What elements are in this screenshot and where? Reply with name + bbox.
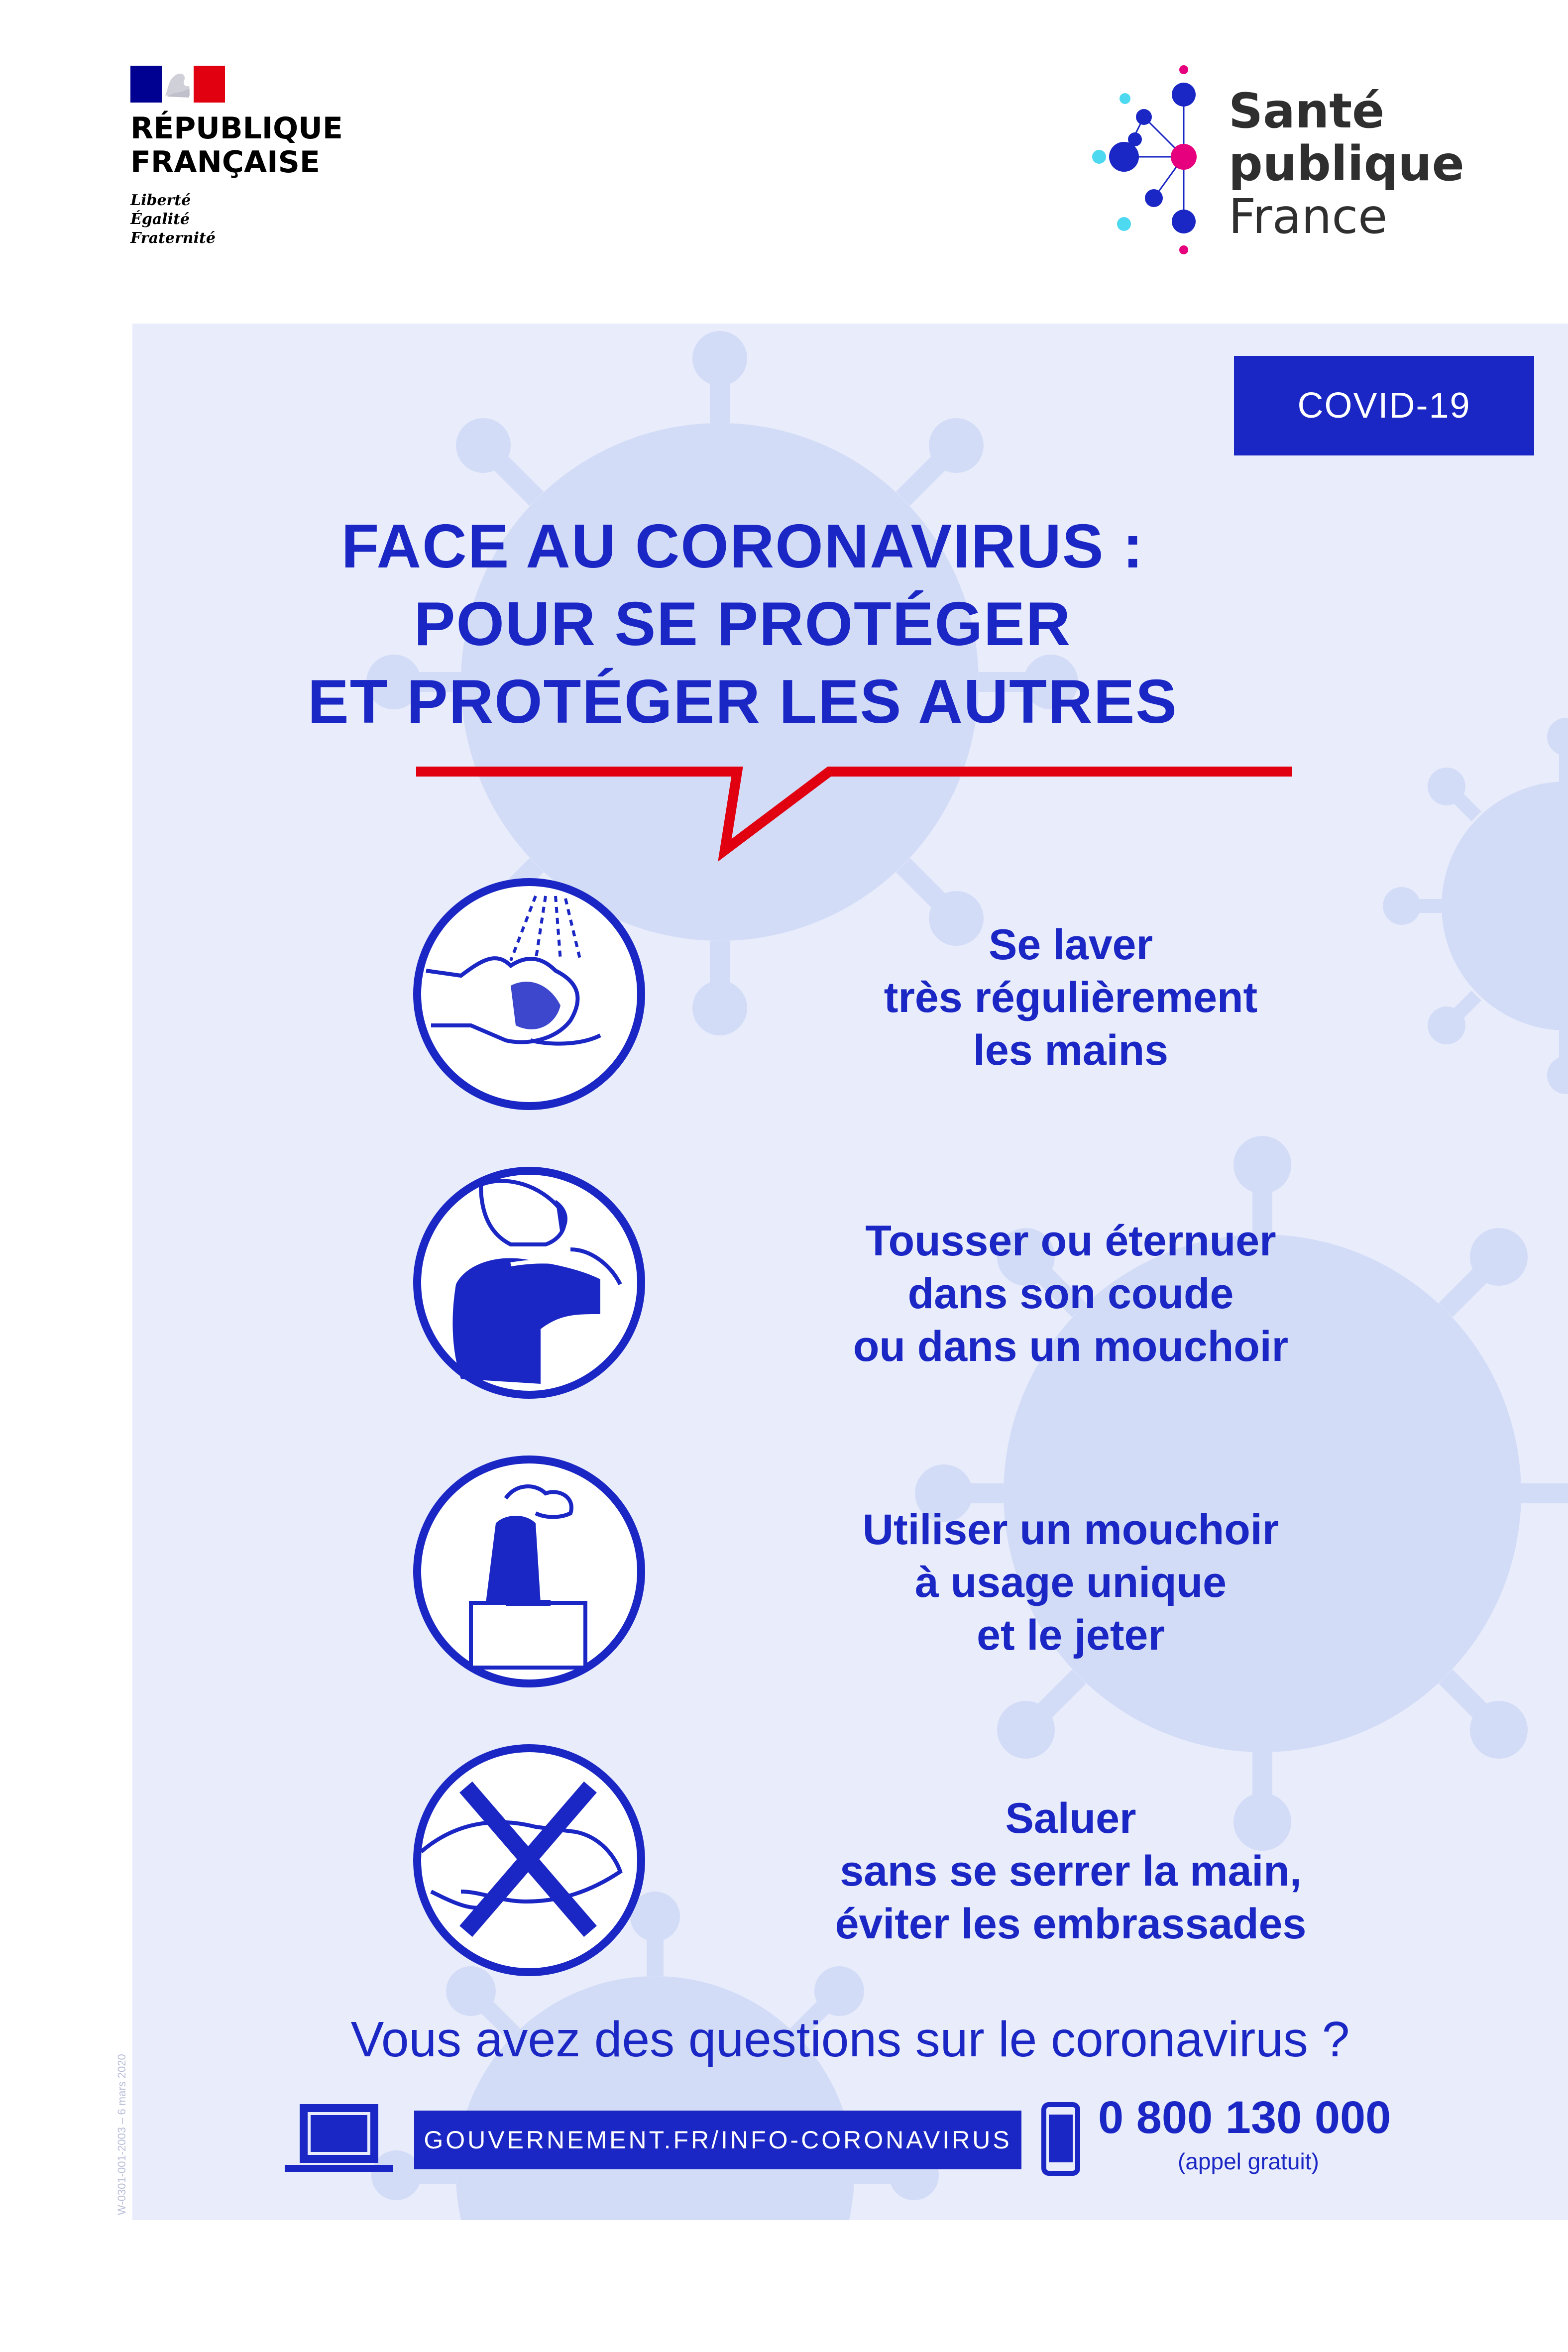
no-handshake-icon xyxy=(411,1742,647,1978)
hotline-note: (appel gratuit) xyxy=(1178,2148,1319,2174)
title-line: POUR SE PROTÉGER xyxy=(414,590,1072,659)
tissue-icon xyxy=(411,1454,647,1689)
step-wash-hands: Se laver très régulièrement les mains xyxy=(884,921,1258,1074)
covid-badge: COVID-19 xyxy=(1234,356,1534,455)
poster-panel xyxy=(132,324,1568,2220)
questions-heading: Vous avez des questions sur le coronavirus ? xyxy=(350,2012,1350,2067)
document-reference: W-0301-001-2003 – 6 mars 2020 xyxy=(115,2054,128,2215)
laptop-icon xyxy=(282,2103,396,2178)
step-cough-elbow: Tousser ou éternuer dans son coude ou dans un mouchoir xyxy=(853,1217,1289,1370)
poster-title xyxy=(265,508,1221,741)
phone-icon xyxy=(1041,2102,1081,2176)
hotline-number[interactable]: 0 800 130 000 xyxy=(1098,2092,1391,2143)
cough-elbow-icon xyxy=(411,1165,647,1401)
title-line: FACE AU CORONAVIRUS : xyxy=(341,512,1144,581)
sante-publique-france-name: Santé publique France xyxy=(1229,83,1464,244)
hand-washing-icon xyxy=(411,876,647,1112)
info-website-link[interactable]: GOUVERNEMENT.FR/INFO-CORONAVIRUS xyxy=(414,2111,1021,2169)
republique-francaise-name: RÉPUBLIQUE FRANÇAISE xyxy=(130,111,343,180)
title-line: ET PROTÉGER LES AUTRES xyxy=(307,668,1178,736)
step-single-use-tissue: Utiliser un mouchoir à usage unique et le jeter xyxy=(862,1506,1279,1659)
speech-bubble-underline xyxy=(411,757,1297,881)
sante-publique-france-logo-icon xyxy=(1085,60,1215,259)
step-greet-without-handshake: Saluer sans se serrer la main, éviter les embrassades xyxy=(835,1794,1307,1948)
marianne-flag-icon xyxy=(130,66,225,103)
republique-motto: Liberté Égalité Fraternité xyxy=(130,192,216,247)
